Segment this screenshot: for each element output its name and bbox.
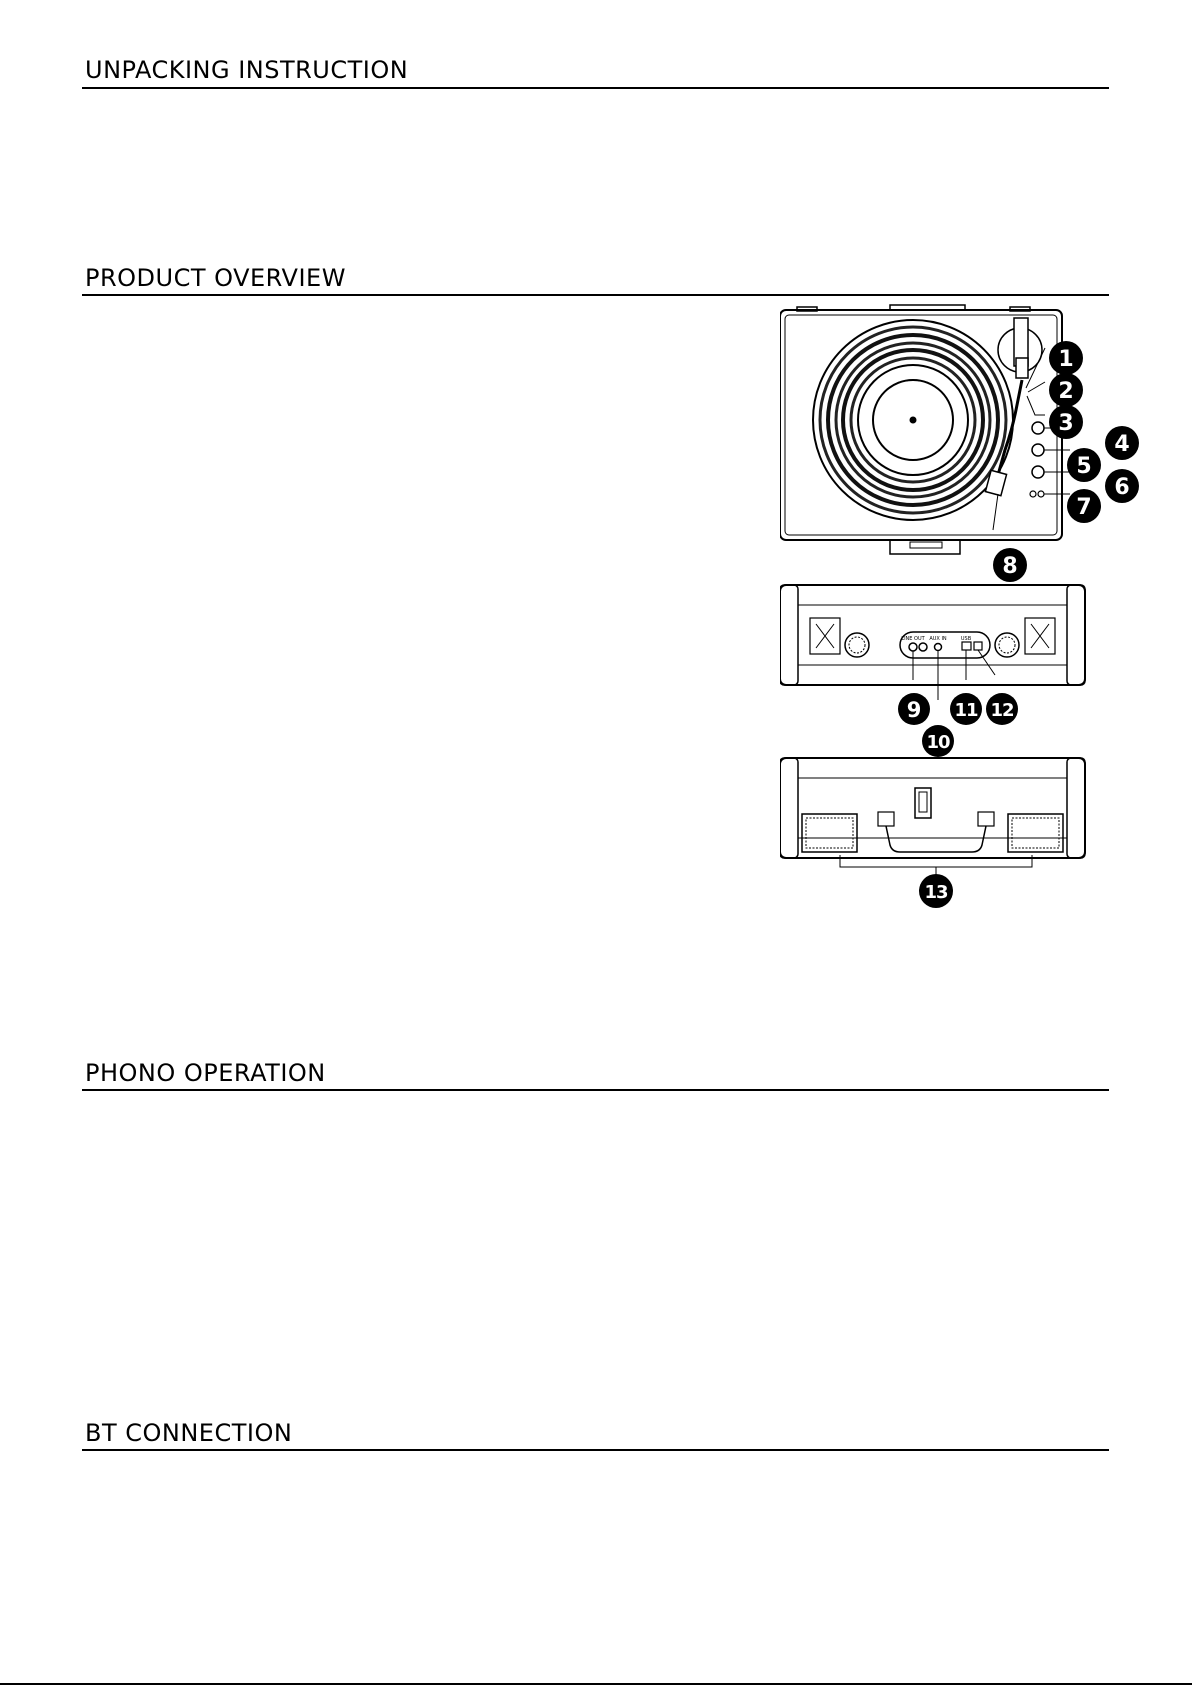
- callout-9: [898, 693, 930, 725]
- svg-text:3: 3: [1058, 411, 1074, 436]
- svg-text:2: 2: [1058, 379, 1074, 404]
- turntable-back-view: [780, 585, 1085, 700]
- svg-text:12: 12: [990, 700, 1014, 721]
- callout-11: [950, 693, 982, 725]
- callout-4: [1105, 426, 1139, 460]
- turntable-front-view: [780, 758, 1085, 875]
- svg-text:10: 10: [926, 732, 950, 753]
- product-diagram: [780, 300, 1160, 940]
- svg-text:8: 8: [1002, 554, 1018, 579]
- svg-text:9: 9: [906, 698, 922, 722]
- svg-text:11: 11: [954, 700, 978, 721]
- callout-2: [1049, 373, 1083, 407]
- section-title-product-overview: PRODUCT OVERVIEW: [85, 264, 346, 292]
- callout-1: [1049, 341, 1083, 375]
- svg-text:4: 4: [1114, 432, 1130, 457]
- svg-text:1: 1: [1058, 347, 1074, 372]
- svg-text:5: 5: [1076, 454, 1092, 479]
- section-rule: [82, 1449, 1109, 1451]
- callout-7: [1067, 489, 1101, 523]
- line-out-label: LINE OUT: [901, 636, 925, 642]
- section-title-bt-connection: BT CONNECTION: [85, 1419, 293, 1447]
- svg-text:7: 7: [1076, 495, 1092, 520]
- callout-10: [922, 725, 954, 757]
- callout-12: [986, 693, 1018, 725]
- section-title-unpacking: UNPACKING INSTRUCTION: [85, 56, 409, 84]
- callout-3: [1049, 405, 1083, 439]
- section-rule: [82, 1089, 1109, 1091]
- section-rule: [82, 87, 1109, 89]
- section-title-phono-operation: PHONO OPERATION: [85, 1059, 326, 1087]
- aux-in-label: AUX IN: [929, 636, 947, 642]
- callout-13: [919, 874, 953, 908]
- callout-6: [1105, 469, 1139, 503]
- turntable-top-view: [780, 305, 1070, 554]
- svg-text:6: 6: [1114, 475, 1130, 500]
- section-rule: [82, 294, 1109, 296]
- callout-8: [993, 548, 1027, 582]
- svg-text:13: 13: [924, 882, 948, 903]
- callout-5: [1067, 448, 1101, 482]
- usb-label: USB: [960, 636, 972, 642]
